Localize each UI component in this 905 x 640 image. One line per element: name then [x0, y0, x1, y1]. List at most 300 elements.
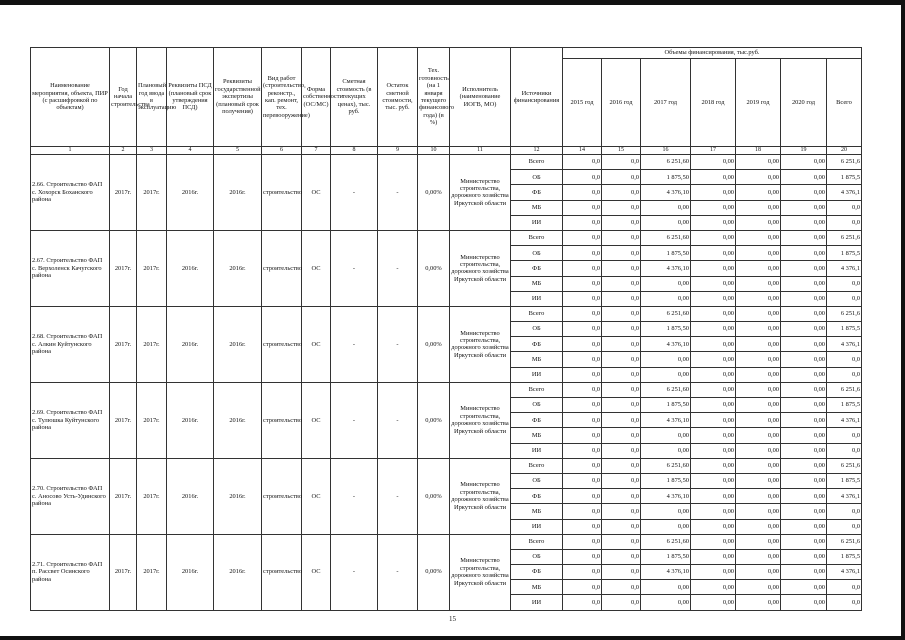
value-2017: 0,00	[641, 595, 691, 610]
executor: Министерство строительства, дорожного хозяйства Иркутской области	[450, 458, 511, 534]
psd-date: 2016г.	[167, 230, 214, 306]
value-2017: 4 376,10	[641, 565, 691, 580]
value-2017: 4 376,10	[641, 337, 691, 352]
value-2015: 0,0	[563, 443, 602, 458]
value-2015: 0,0	[563, 565, 602, 580]
value-2020: 0,00	[781, 230, 827, 245]
value-total: 6 251,6	[827, 230, 862, 245]
value-2019: 0,00	[736, 337, 781, 352]
value-2018: 0,00	[691, 155, 736, 170]
page-number: 15	[449, 615, 456, 623]
header-ownership: Форма собственности (ОС/МС)	[302, 48, 331, 147]
header-year-2019: 2019 год	[736, 59, 781, 147]
estimate-cost: -	[331, 382, 378, 458]
funding-source: МБ	[511, 200, 563, 215]
header-year-2017: 2017 год	[641, 59, 691, 147]
value-2020: 0,00	[781, 200, 827, 215]
value-2015: 0,0	[563, 580, 602, 595]
expertise-date: 2016г.	[214, 155, 262, 231]
plan-year: 2017г.	[137, 534, 167, 610]
value-2015: 0,0	[563, 230, 602, 245]
psd-date: 2016г.	[167, 155, 214, 231]
value-2018: 0,00	[691, 413, 736, 428]
psd-date: 2016г.	[167, 306, 214, 382]
value-2015: 0,0	[563, 185, 602, 200]
value-2018: 0,00	[691, 534, 736, 549]
header-year-2015: 2015 год	[563, 59, 602, 147]
value-2016: 0,0	[602, 519, 641, 534]
value-2017: 0,00	[641, 215, 691, 230]
executor: Министерство строительства, дорожного хозяйства Иркутской области	[450, 306, 511, 382]
value-2018: 0,00	[691, 382, 736, 397]
value-2019: 0,00	[736, 367, 781, 382]
estimate-cost: -	[331, 534, 378, 610]
value-2018: 0,00	[691, 322, 736, 337]
value-2019: 0,00	[736, 185, 781, 200]
value-2017: 4 376,10	[641, 185, 691, 200]
value-2016: 0,0	[602, 413, 641, 428]
value-2016: 0,0	[602, 504, 641, 519]
value-2018: 0,00	[691, 215, 736, 230]
value-total: 1 875,5	[827, 549, 862, 564]
plan-year: 2017г.	[137, 306, 167, 382]
value-2015: 0,0	[563, 215, 602, 230]
value-2019: 0,00	[736, 352, 781, 367]
plan-year: 2017г.	[137, 230, 167, 306]
funding-row	[31, 458, 862, 473]
value-2017: 1 875,50	[641, 170, 691, 185]
work-type: строительство	[262, 458, 302, 534]
value-2016: 0,0	[602, 428, 641, 443]
column-number: 9	[378, 147, 418, 155]
value-2018: 0,00	[691, 428, 736, 443]
value-2020: 0,00	[781, 215, 827, 230]
header-volumes: Объемы финансирования, тыс.руб.	[563, 48, 862, 59]
value-2015: 0,0	[563, 489, 602, 504]
value-2019: 0,00	[736, 215, 781, 230]
funding-row	[31, 382, 862, 397]
value-2017: 0,00	[641, 443, 691, 458]
value-2017: 0,00	[641, 580, 691, 595]
value-2016: 0,0	[602, 276, 641, 291]
ownership: ОС	[302, 458, 331, 534]
value-2019: 0,00	[736, 549, 781, 564]
value-2017: 4 376,10	[641, 413, 691, 428]
value-2015: 0,0	[563, 155, 602, 170]
funding-source: ФБ	[511, 261, 563, 276]
work-type: строительство	[262, 306, 302, 382]
value-2019: 0,00	[736, 595, 781, 610]
funding-source: ИИ	[511, 367, 563, 382]
value-2020: 0,00	[781, 367, 827, 382]
value-2016: 0,0	[602, 580, 641, 595]
value-total: 1 875,5	[827, 170, 862, 185]
column-number: 11	[450, 147, 511, 155]
start-year: 2017г.	[110, 230, 137, 306]
value-2018: 0,00	[691, 337, 736, 352]
value-total: 4 376,1	[827, 413, 862, 428]
value-2020: 0,00	[781, 352, 827, 367]
expertise-date: 2016г.	[214, 458, 262, 534]
value-2017: 6 251,60	[641, 534, 691, 549]
value-2016: 0,0	[602, 230, 641, 245]
value-2017: 6 251,60	[641, 382, 691, 397]
start-year: 2017г.	[110, 534, 137, 610]
funding-source: МБ	[511, 352, 563, 367]
value-2019: 0,00	[736, 261, 781, 276]
funding-row	[31, 534, 862, 549]
value-2018: 0,00	[691, 443, 736, 458]
header-psd: Реквизиты ПСД (плановый срок утверждения ПСД)	[167, 48, 214, 147]
value-2020: 0,00	[781, 428, 827, 443]
scan-border-bottom	[0, 636, 905, 640]
value-2015: 0,0	[563, 534, 602, 549]
value-2020: 0,00	[781, 337, 827, 352]
value-2016: 0,0	[602, 155, 641, 170]
value-2020: 0,00	[781, 504, 827, 519]
value-2017: 1 875,50	[641, 473, 691, 488]
ownership: ОС	[302, 382, 331, 458]
value-2015: 0,0	[563, 170, 602, 185]
funding-source: ОБ	[511, 322, 563, 337]
header-executor: Исполнитель (наименование ИОГВ, МО)	[450, 48, 511, 147]
value-2018: 0,00	[691, 306, 736, 321]
psd-date: 2016г.	[167, 458, 214, 534]
value-2020: 0,00	[781, 276, 827, 291]
funding-row	[31, 306, 862, 321]
value-2015: 0,0	[563, 276, 602, 291]
value-2019: 0,00	[736, 519, 781, 534]
value-2015: 0,0	[563, 322, 602, 337]
column-number: 18	[736, 147, 781, 155]
value-2016: 0,0	[602, 398, 641, 413]
value-2016: 0,0	[602, 322, 641, 337]
value-total: 0,0	[827, 443, 862, 458]
value-total: 1 875,5	[827, 473, 862, 488]
start-year: 2017г.	[110, 382, 137, 458]
value-2017: 0,00	[641, 291, 691, 306]
value-total: 1 875,5	[827, 246, 862, 261]
header-year-2016: 2016 год	[602, 59, 641, 147]
funding-source: МБ	[511, 580, 563, 595]
value-2018: 0,00	[691, 367, 736, 382]
header-work-type: Вид работ (строительство, реконстр., кап. ремонт, тех. перевооружение)	[262, 48, 302, 147]
column-number: 16	[641, 147, 691, 155]
project-name: 2.71. Строительство ФАП п. Рассвет Осинского района	[31, 534, 110, 610]
readiness: 0,00%	[418, 155, 450, 231]
value-2019: 0,00	[736, 504, 781, 519]
expertise-date: 2016г.	[214, 306, 262, 382]
project-name: 2.68. Строительство ФАП с. Алкин Куйтунского района	[31, 306, 110, 382]
value-2016: 0,0	[602, 549, 641, 564]
funding-source: ФБ	[511, 565, 563, 580]
value-2015: 0,0	[563, 261, 602, 276]
funding-source: ИИ	[511, 291, 563, 306]
value-2017: 0,00	[641, 200, 691, 215]
value-2016: 0,0	[602, 595, 641, 610]
value-2019: 0,00	[736, 565, 781, 580]
funding-source: Всего	[511, 458, 563, 473]
project-name: 2.70. Строительство ФАП с. Аносово Усть-Удинского района	[31, 458, 110, 534]
value-2018: 0,00	[691, 246, 736, 261]
funding-source: МБ	[511, 276, 563, 291]
value-2020: 0,00	[781, 291, 827, 306]
work-type: строительство	[262, 230, 302, 306]
column-number: 14	[563, 147, 602, 155]
value-total: 6 251,6	[827, 382, 862, 397]
column-number: 7	[302, 147, 331, 155]
value-2020: 0,00	[781, 413, 827, 428]
value-total: 0,0	[827, 200, 862, 215]
funding-source: Всего	[511, 155, 563, 170]
value-2015: 0,0	[563, 291, 602, 306]
value-2016: 0,0	[602, 473, 641, 488]
value-2015: 0,0	[563, 519, 602, 534]
value-2020: 0,00	[781, 473, 827, 488]
funding-source: ИИ	[511, 215, 563, 230]
column-number: 3	[137, 147, 167, 155]
ownership: ОС	[302, 155, 331, 231]
value-2020: 0,00	[781, 261, 827, 276]
value-2020: 0,00	[781, 534, 827, 549]
value-2015: 0,0	[563, 413, 602, 428]
value-2017: 4 376,10	[641, 489, 691, 504]
value-2015: 0,0	[563, 246, 602, 261]
value-2019: 0,00	[736, 170, 781, 185]
funding-source: ИИ	[511, 519, 563, 534]
psd-date: 2016г.	[167, 534, 214, 610]
project-name: 2.67. Строительство ФАП с. Верхоленск Качугского района	[31, 230, 110, 306]
funding-source: ФБ	[511, 489, 563, 504]
column-number: 4	[167, 147, 214, 155]
funding-source: ОБ	[511, 170, 563, 185]
ownership: ОС	[302, 534, 331, 610]
value-2018: 0,00	[691, 398, 736, 413]
value-2019: 0,00	[736, 473, 781, 488]
value-2020: 0,00	[781, 519, 827, 534]
value-total: 4 376,1	[827, 337, 862, 352]
readiness: 0,00%	[418, 306, 450, 382]
value-2016: 0,0	[602, 185, 641, 200]
value-2018: 0,00	[691, 170, 736, 185]
remainder-cost: -	[378, 230, 418, 306]
value-2017: 0,00	[641, 519, 691, 534]
funding-source: ИИ	[511, 443, 563, 458]
column-number: 5	[214, 147, 262, 155]
value-2020: 0,00	[781, 580, 827, 595]
value-2016: 0,0	[602, 352, 641, 367]
funding-source: Всего	[511, 230, 563, 245]
value-2019: 0,00	[736, 534, 781, 549]
value-total: 6 251,6	[827, 155, 862, 170]
value-2016: 0,0	[602, 337, 641, 352]
remainder-cost: -	[378, 382, 418, 458]
plan-year: 2017г.	[137, 155, 167, 231]
value-2020: 0,00	[781, 489, 827, 504]
value-2020: 0,00	[781, 549, 827, 564]
value-2018: 0,00	[691, 261, 736, 276]
value-2018: 0,00	[691, 230, 736, 245]
value-2020: 0,00	[781, 170, 827, 185]
value-total: 0,0	[827, 367, 862, 382]
column-number: 2	[110, 147, 137, 155]
readiness: 0,00%	[418, 458, 450, 534]
executor: Министерство строительства, дорожного хозяйства Иркутской области	[450, 155, 511, 231]
work-type: строительство	[262, 534, 302, 610]
value-2016: 0,0	[602, 489, 641, 504]
value-2019: 0,00	[736, 413, 781, 428]
value-2019: 0,00	[736, 398, 781, 413]
value-total: 0,0	[827, 352, 862, 367]
value-2016: 0,0	[602, 367, 641, 382]
value-2015: 0,0	[563, 473, 602, 488]
funding-row	[31, 230, 862, 245]
value-2017: 0,00	[641, 367, 691, 382]
value-2018: 0,00	[691, 276, 736, 291]
column-number: 6	[262, 147, 302, 155]
value-2018: 0,00	[691, 595, 736, 610]
start-year: 2017г.	[110, 306, 137, 382]
value-2019: 0,00	[736, 489, 781, 504]
funding-row	[31, 155, 862, 170]
value-2016: 0,0	[602, 565, 641, 580]
value-total: 6 251,6	[827, 534, 862, 549]
column-number: 17	[691, 147, 736, 155]
value-total: 0,0	[827, 276, 862, 291]
value-2017: 0,00	[641, 428, 691, 443]
value-2020: 0,00	[781, 185, 827, 200]
value-2017: 1 875,50	[641, 322, 691, 337]
value-2016: 0,0	[602, 291, 641, 306]
executor: Министерство строительства, дорожного хозяйства Иркутской области	[450, 230, 511, 306]
scan-border-right	[901, 0, 905, 640]
value-2020: 0,00	[781, 382, 827, 397]
funding-source: Всего	[511, 534, 563, 549]
column-number: 8	[331, 147, 378, 155]
start-year: 2017г.	[110, 458, 137, 534]
column-number: 1	[31, 147, 110, 155]
value-2018: 0,00	[691, 352, 736, 367]
header-plan-year: Плановый год ввода в эксплуатацию	[137, 48, 167, 147]
funding-source: ФБ	[511, 185, 563, 200]
value-2015: 0,0	[563, 200, 602, 215]
header-readiness: Тех. готовность (на 1 января текущего финансового года) (в %)	[418, 48, 450, 147]
value-2016: 0,0	[602, 215, 641, 230]
value-2018: 0,00	[691, 458, 736, 473]
value-2018: 0,00	[691, 473, 736, 488]
value-2019: 0,00	[736, 443, 781, 458]
value-2018: 0,00	[691, 489, 736, 504]
value-2015: 0,0	[563, 504, 602, 519]
remainder-cost: -	[378, 534, 418, 610]
header-total: Всего	[827, 59, 862, 147]
value-2016: 0,0	[602, 534, 641, 549]
value-2015: 0,0	[563, 352, 602, 367]
ownership: ОС	[302, 306, 331, 382]
value-2016: 0,0	[602, 170, 641, 185]
value-2018: 0,00	[691, 519, 736, 534]
funding-source: ОБ	[511, 473, 563, 488]
value-2019: 0,00	[736, 382, 781, 397]
estimate-cost: -	[331, 230, 378, 306]
funding-source: Всего	[511, 306, 563, 321]
remainder-cost: -	[378, 306, 418, 382]
scan-border-top	[0, 0, 905, 5]
value-2020: 0,00	[781, 398, 827, 413]
header-name: Наименование мероприятия, объекта, ПИР (с расшифровкой по объектам)	[31, 48, 110, 147]
value-2015: 0,0	[563, 306, 602, 321]
value-2018: 0,00	[691, 580, 736, 595]
header-start-year: Год начала строительства	[110, 48, 137, 147]
value-2016: 0,0	[602, 382, 641, 397]
value-2020: 0,00	[781, 565, 827, 580]
value-2018: 0,00	[691, 504, 736, 519]
value-2017: 1 875,50	[641, 549, 691, 564]
column-number: 15	[602, 147, 641, 155]
funding-source: ОБ	[511, 549, 563, 564]
executor: Министерство строительства, дорожного хозяйства Иркутской области	[450, 534, 511, 610]
value-2019: 0,00	[736, 246, 781, 261]
value-total: 0,0	[827, 215, 862, 230]
header-estimate: Сметная стоимость (в текущих ценах), тыс. руб.	[331, 48, 378, 147]
plan-year: 2017г.	[137, 458, 167, 534]
value-total: 1 875,5	[827, 322, 862, 337]
header-row-1	[31, 48, 862, 59]
readiness: 0,00%	[418, 534, 450, 610]
work-type: строительство	[262, 382, 302, 458]
funding-source: ОБ	[511, 246, 563, 261]
value-2019: 0,00	[736, 230, 781, 245]
value-2017: 6 251,60	[641, 230, 691, 245]
value-2016: 0,0	[602, 200, 641, 215]
funding-source: ФБ	[511, 413, 563, 428]
work-type: строительство	[262, 155, 302, 231]
value-2016: 0,0	[602, 261, 641, 276]
estimate-cost: -	[331, 155, 378, 231]
financing-table	[30, 47, 862, 611]
plan-year: 2017г.	[137, 382, 167, 458]
value-2016: 0,0	[602, 306, 641, 321]
value-2015: 0,0	[563, 382, 602, 397]
value-2019: 0,00	[736, 322, 781, 337]
value-2016: 0,0	[602, 458, 641, 473]
value-total: 0,0	[827, 504, 862, 519]
value-2019: 0,00	[736, 155, 781, 170]
value-2018: 0,00	[691, 549, 736, 564]
value-2020: 0,00	[781, 595, 827, 610]
value-2017: 6 251,60	[641, 306, 691, 321]
value-2015: 0,0	[563, 428, 602, 443]
expertise-date: 2016г.	[214, 534, 262, 610]
value-2018: 0,00	[691, 565, 736, 580]
value-total: 0,0	[827, 580, 862, 595]
header-remainder: Остаток сметной стоимости, тыс. руб.	[378, 48, 418, 147]
funding-source: ИИ	[511, 595, 563, 610]
value-2017: 0,00	[641, 276, 691, 291]
header-sources: Источники финансирования	[511, 48, 563, 147]
header-year-2018: 2018 год	[691, 59, 736, 147]
funding-source: МБ	[511, 428, 563, 443]
value-2017: 6 251,60	[641, 155, 691, 170]
value-total: 0,0	[827, 519, 862, 534]
value-total: 6 251,6	[827, 306, 862, 321]
value-2019: 0,00	[736, 200, 781, 215]
value-2015: 0,0	[563, 595, 602, 610]
value-2017: 0,00	[641, 504, 691, 519]
value-2019: 0,00	[736, 291, 781, 306]
remainder-cost: -	[378, 155, 418, 231]
remainder-cost: -	[378, 458, 418, 534]
